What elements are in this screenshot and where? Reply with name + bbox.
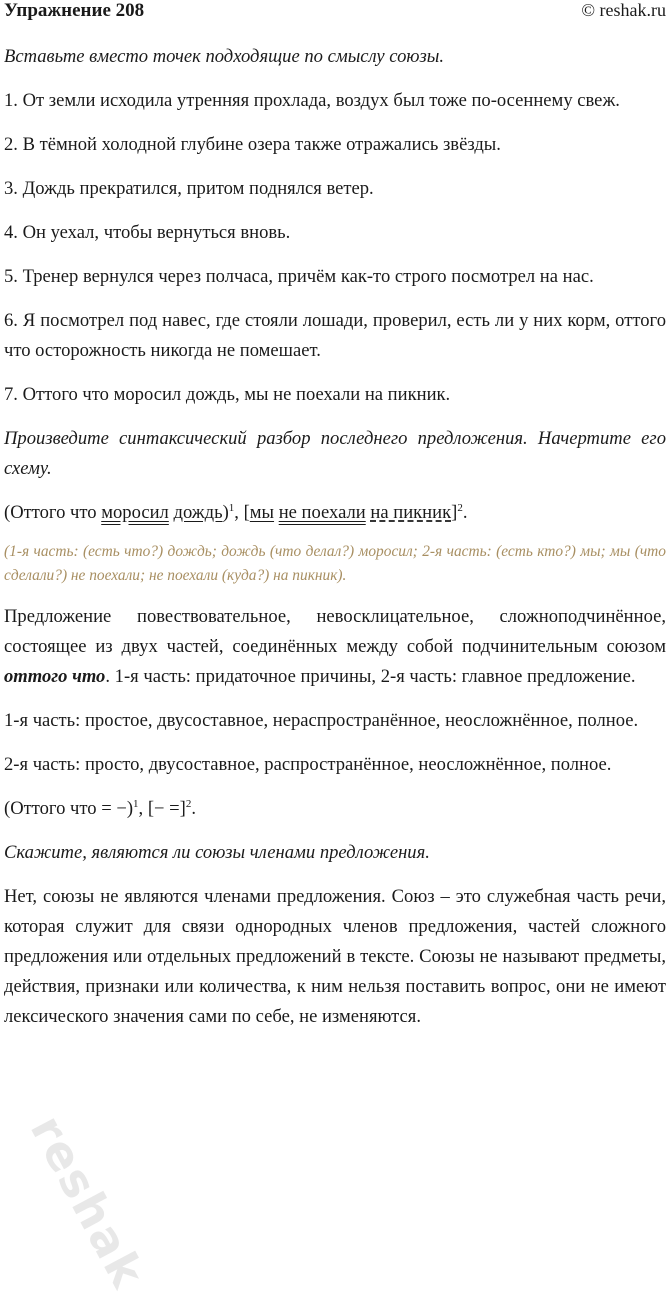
scheme-part-2: , [− =]	[138, 798, 186, 819]
parsed-sentence	[4, 498, 666, 528]
header	[4, 0, 666, 28]
scheme-index-2: 2	[185, 797, 192, 810]
part-2-description: 2-я часть: просто, двусоставное, распространённое, неосложнённое, полное.	[4, 754, 612, 775]
scheme-end: .	[191, 798, 196, 819]
sentence-2: 2. В тёмной холодной глубине озера также отражались звёзды.	[4, 134, 501, 155]
task-instruction-1: Вставьте вместо точек подходящие по смыслу союзы.	[4, 46, 445, 67]
sentence-scheme	[4, 794, 666, 824]
part-1-description: 1-я часть: простое, двусоставное, нераспространённое, неосложнённое, полное.	[4, 710, 639, 731]
predicate-1: моросил	[101, 502, 169, 523]
parse-open: (Оттого что	[4, 502, 102, 523]
task-instruction-3: Скажите, являются ли союзы членами предложения.	[4, 842, 430, 863]
scheme-index-1: 1	[133, 797, 139, 810]
parse-note: (1-я часть: (есть что?) дождь; дождь (что делал?) моросил; 2-я часть: (есть кто?) мы; мы (что сделали?) не поехали; не поехали (куда?) на пикник).	[4, 543, 666, 584]
sentence-3: 3. Дождь прекратился, притом поднялся ветер.	[4, 178, 374, 199]
analysis-paragraph	[4, 602, 666, 692]
sentence-7: 7. Оттого что моросил дождь, мы не поехали на пикник.	[4, 384, 451, 405]
sentence-4: 4. Он уехал, чтобы вернуться вновь.	[4, 222, 291, 243]
task-instruction-2: Произведите синтаксический разбор последнего предложения. Начертите его схему.	[4, 428, 666, 479]
part-index-1: 1	[228, 501, 235, 514]
sentence-6: 6. Я посмотрел под навес, где стояли лошади, проверил, есть ли у них корм, оттого что осторожность никогда не помешает.	[4, 310, 666, 361]
parse-mid: , [	[234, 502, 250, 523]
parse-close-1: )	[222, 502, 229, 523]
conjunction-highlight: оттого что	[4, 666, 106, 687]
exercise-title: Упражнение 208	[4, 0, 145, 21]
page	[4, 0, 666, 1032]
part-index-2: 2	[457, 501, 463, 514]
adverbial: на пикник	[370, 502, 452, 523]
subject-2: мы	[249, 502, 275, 523]
subject-1: дождь	[173, 502, 223, 523]
scheme-part-1: (Оттого что = −)	[4, 798, 134, 819]
answer-paragraph: Нет, союзы не являются членами предложения. Союз – это служебная часть речи, которая служит для связи однородных членов предложения, частей сложного предложения или отдельных предложений в тексте. Союзы не называют предметы, действия, признаки или количества, к ним нельзя поставить вопрос, они не имеют лексического значения сами по себе, не изменяются.	[4, 886, 666, 1027]
parse-close-2: ]	[451, 502, 458, 523]
sentence-5: 5. Тренер вернулся через полчаса, причём как-то строго посмотрел на нас.	[4, 266, 594, 287]
parse-end: .	[462, 502, 468, 523]
sentence-1: 1. От земли исходила утренняя прохлада, воздух был тоже по-осеннему свеж.	[4, 90, 620, 111]
site-credit: © reshak.ru	[581, 0, 666, 20]
analysis-text: Предложение повествовательное, невосклицательное, сложноподчинённое, состоящее из двух частей, соединённых между собой подчинительным союзом	[4, 606, 666, 657]
analysis-text-end: . 1-я часть: придаточное причины, 2-я часть: главное предложение.	[105, 666, 636, 687]
watermark-logo: reshak	[19, 1106, 156, 1298]
predicate-2: не поехали	[278, 502, 366, 523]
